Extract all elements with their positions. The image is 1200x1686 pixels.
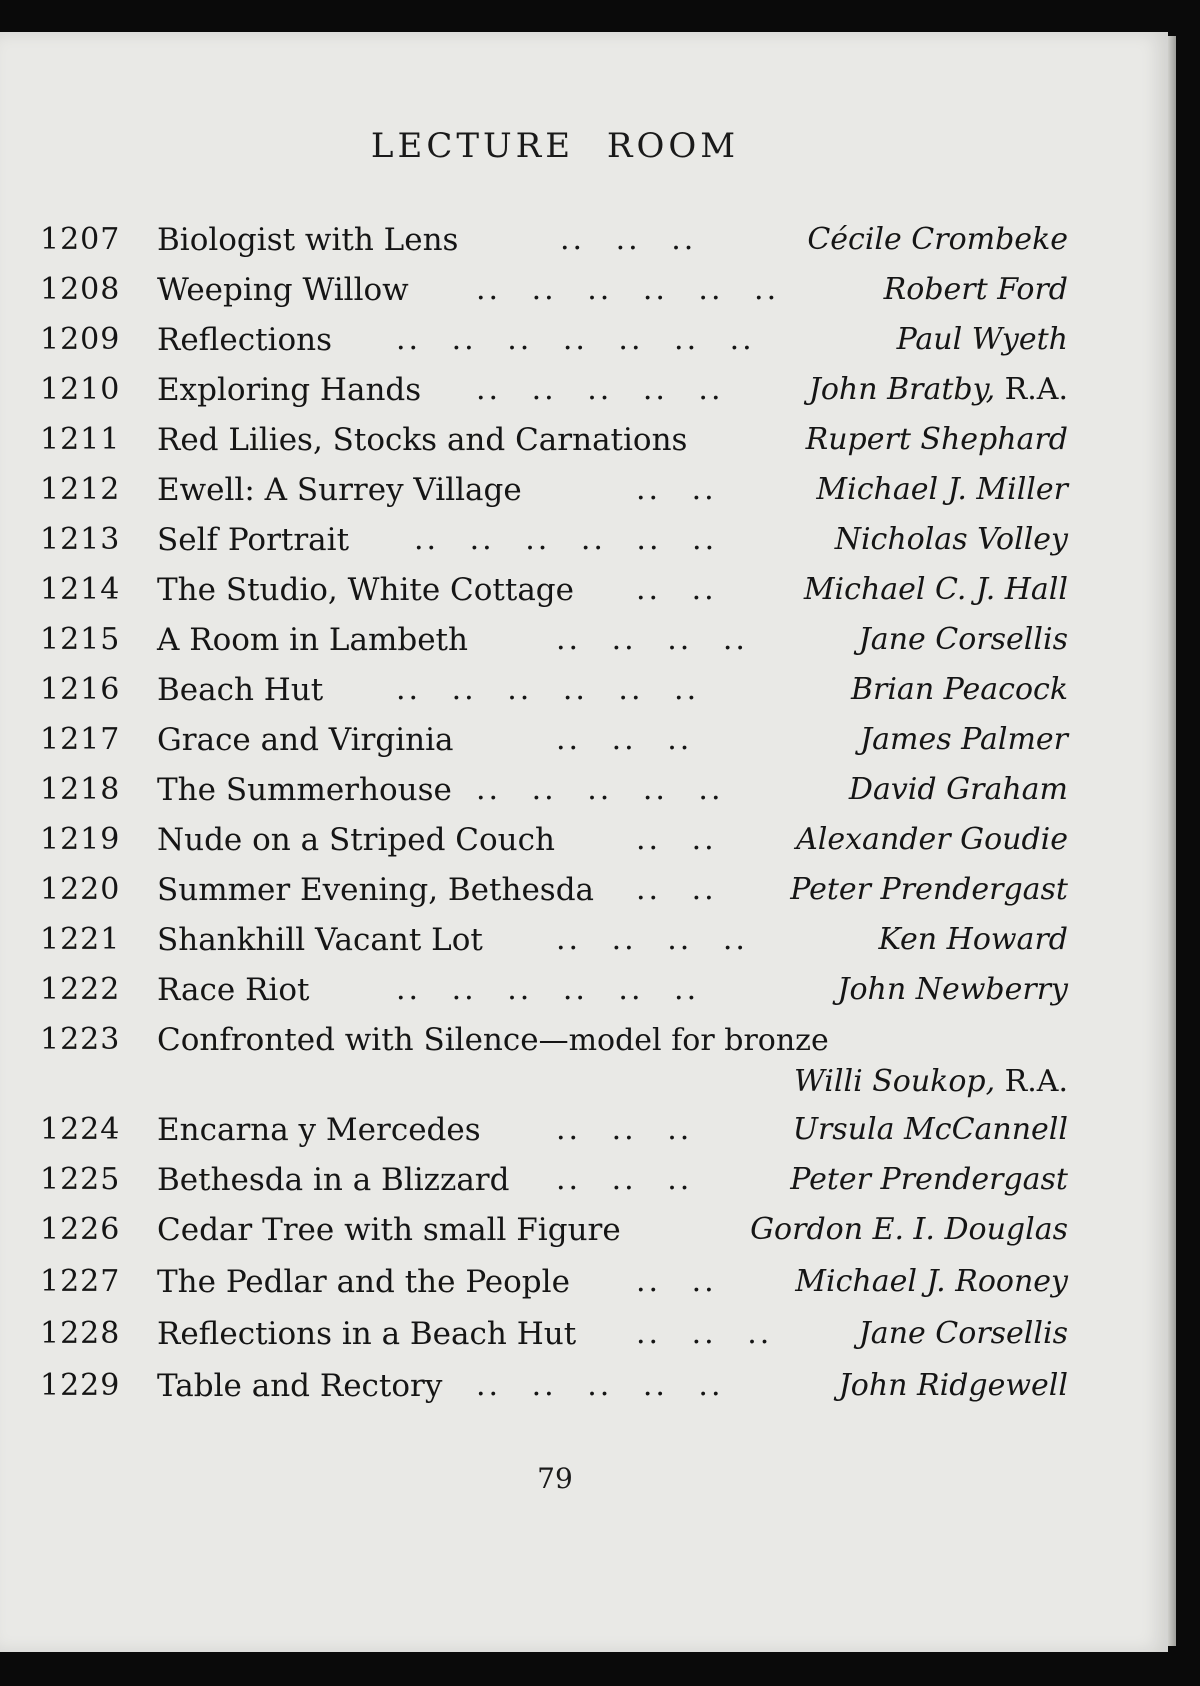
leader-dots: .. ..: [636, 572, 717, 607]
entry-number: 1224: [40, 1112, 121, 1147]
entry-title-text: Shankhill Vacant Lot: [157, 922, 483, 958]
entry-number: 1228: [40, 1316, 121, 1351]
entry-title: [157, 772, 452, 808]
entry-title: [157, 622, 468, 658]
entry-number: 1222: [40, 972, 121, 1007]
entry-artist: [793, 1112, 1068, 1147]
artist-name: Jane Corsellis: [858, 622, 1068, 657]
catalogue-entry: [0, 1112, 1168, 1162]
page-number: 79: [537, 1462, 573, 1495]
artist-name: Ursula McCannell: [792, 1112, 1068, 1147]
entry-title: [157, 422, 687, 458]
entry-number: 1208: [40, 272, 121, 307]
entry-artist: [851, 672, 1068, 707]
entry-artist: [796, 822, 1068, 857]
entry-title-text: Grace and Virginia: [157, 722, 454, 758]
entry-artist: [884, 272, 1068, 307]
leader-dots: .. .. .. .. .. ..: [396, 972, 700, 1007]
artist-suffix: R.A.: [1004, 372, 1068, 407]
entry-title-text: Self Portrait: [157, 522, 350, 558]
entry-title-text: A Room in Lambeth: [157, 622, 468, 658]
entry-artist: [897, 322, 1068, 357]
leader-dots: .. ..: [636, 822, 717, 857]
artist-name: Jane Corsellis: [858, 1316, 1068, 1351]
artist-name: John Newberry: [837, 972, 1068, 1007]
entry-title-text: Weeping Willow: [157, 272, 409, 308]
artist-name: Peter Prendergast: [790, 1162, 1068, 1197]
entry-artist: [807, 222, 1068, 257]
catalogue-entry: [0, 622, 1168, 672]
artist-name: David Graham: [848, 772, 1068, 807]
entry-artist: [795, 1264, 1068, 1299]
page-edge: [1168, 36, 1176, 1646]
leader-dots: .. .. .. ..: [556, 622, 748, 657]
catalogue-entry: [0, 472, 1168, 522]
catalogue-entry: [0, 1162, 1168, 1212]
entry-artist: [816, 472, 1068, 507]
leader-dots: .. .. .. .. ..: [476, 372, 724, 407]
catalogue-entry: [0, 922, 1168, 972]
entry-number: 1217: [40, 722, 121, 757]
entry-title: [157, 222, 458, 258]
entry-title: [157, 1368, 442, 1404]
catalogue-entry: [0, 272, 1168, 322]
entry-number: 1216: [40, 672, 121, 707]
artist-name: Michael J. Miller: [816, 472, 1068, 507]
entry-number: 1223: [40, 1022, 121, 1057]
entry-number: 1220: [40, 872, 121, 907]
entry-title-text: Summer Evening, Bethesda: [157, 872, 595, 908]
catalogue-page: [0, 32, 1168, 1652]
entry-title-text: Encarna y Mercedes: [157, 1112, 481, 1148]
entry-title: [157, 1264, 570, 1300]
entry-note: —model for bronze: [538, 1023, 829, 1058]
entry-artist: [809, 372, 1068, 407]
entry-number: 1221: [40, 922, 121, 957]
entry-title: [157, 672, 323, 708]
entry-artist: [837, 972, 1068, 1007]
entry-artist: [794, 1064, 1068, 1099]
artist-name: Michael C. J. Hall: [803, 572, 1068, 607]
entry-title: [157, 572, 574, 608]
entry-artist: [790, 872, 1068, 907]
entry-title: [157, 972, 309, 1008]
entry-title-text: Table and Rectory: [157, 1368, 443, 1404]
entry-title-text: Exploring Hands: [157, 372, 422, 408]
leader-dots: .. .. .. .. .. ..: [396, 672, 700, 707]
leader-dots: .. .. ..: [560, 222, 697, 257]
catalogue-entry: [0, 372, 1168, 422]
entry-title: [157, 522, 349, 558]
entry-artist: [878, 922, 1068, 957]
artist-name: Alexander Goudie: [796, 822, 1068, 857]
entry-title-text: The Pedlar and the People: [157, 1264, 570, 1300]
catalogue-entry: [0, 872, 1168, 922]
entry-title: [157, 922, 483, 958]
catalogue-entry: [0, 1022, 1168, 1099]
entry-number: 1215: [40, 622, 121, 657]
catalogue-entry: [0, 972, 1168, 1022]
entry-number: 1229: [40, 1368, 121, 1403]
entry-title: [157, 322, 332, 358]
entry-artist: [804, 572, 1068, 607]
entry-number: 1207: [40, 222, 121, 257]
entry-artist: [839, 1368, 1068, 1403]
artist-name: Rupert Shephard: [805, 422, 1068, 457]
artist-name: John Bratby,: [808, 372, 996, 407]
artist-suffix: R.A.: [1004, 1064, 1068, 1099]
leader-dots: .. .. ..: [556, 1112, 693, 1147]
entry-title-text: Beach Hut: [157, 672, 324, 708]
entry-title-text: Race Riot: [157, 972, 310, 1008]
entry-artist: [859, 622, 1068, 657]
artist-name: Robert Ford: [883, 272, 1068, 307]
entry-title-text: Cedar Tree with small Figure: [157, 1212, 621, 1248]
leader-dots: .. .. .. .. .. ..: [414, 522, 718, 557]
entry-number: 1226: [40, 1212, 121, 1247]
entry-number: 1219: [40, 822, 121, 857]
entry-title-text: Bethesda in a Blizzard: [157, 1162, 510, 1198]
entry-artist: [859, 1316, 1068, 1351]
entry-title: [157, 372, 421, 408]
artist-name: Cécile Crombeke: [807, 222, 1068, 257]
artist-name: Paul Wyeth: [896, 322, 1068, 357]
entry-title: [157, 1316, 576, 1352]
entry-title: [157, 272, 409, 308]
entry-number: 1213: [40, 522, 121, 557]
entry-title: [157, 872, 594, 908]
leader-dots: .. .. .. .. .. .. ..: [396, 322, 755, 357]
entry-artist: [806, 422, 1068, 457]
entry-title: [157, 1212, 621, 1248]
catalogue-entry: [0, 1368, 1168, 1418]
catalogue-entry: [0, 772, 1168, 822]
leader-dots: .. .. .. .. .. ..: [476, 272, 780, 307]
artist-name: Willi Soukop,: [793, 1064, 996, 1099]
catalogue-entry: [0, 1212, 1168, 1262]
leader-dots: .. ..: [636, 472, 717, 507]
entry-title-text: Reflections in a Beach Hut: [157, 1316, 577, 1352]
leader-dots: .. .. ..: [636, 1316, 773, 1351]
page-heading: LECTURE ROOM: [370, 126, 740, 166]
artist-name: Brian Peacock: [850, 672, 1068, 707]
artist-name: Ken Howard: [878, 922, 1068, 957]
catalogue-entry: [0, 572, 1168, 622]
artist-name: Gordon E. I. Douglas: [750, 1212, 1068, 1247]
leader-dots: .. .. .. ..: [556, 922, 748, 957]
catalogue-entry: [0, 422, 1168, 472]
entry-number: 1210: [40, 372, 121, 407]
entry-title: [157, 722, 453, 758]
entry-number: 1212: [40, 472, 121, 507]
artist-name: James Palmer: [860, 722, 1068, 757]
artist-name: Michael J. Rooney: [795, 1264, 1068, 1299]
entry-number: 1218: [40, 772, 121, 807]
catalogue-entry: [0, 1316, 1168, 1366]
entry-artist: [835, 522, 1068, 557]
leader-dots: .. ..: [636, 872, 717, 907]
catalogue-entry: [0, 322, 1168, 372]
catalogue-entry: [0, 222, 1168, 272]
entry-number: 1214: [40, 572, 121, 607]
entry-title: [157, 1112, 481, 1148]
entry-title-text: Reflections: [157, 322, 332, 358]
entry-title: [157, 1162, 509, 1198]
leader-dots: .. .. ..: [556, 722, 693, 757]
leader-dots: .. .. .. .. ..: [476, 772, 724, 807]
entry-title-text: Red Lilies, Stocks and Carnations: [157, 422, 688, 458]
entry-artist: [790, 1162, 1068, 1197]
leader-dots: .. .. ..: [556, 1162, 693, 1197]
leader-dots: .. ..: [636, 1264, 717, 1299]
catalogue-entry: [0, 522, 1168, 572]
catalogue-entry: [0, 1264, 1168, 1314]
catalogue-entry: [0, 722, 1168, 772]
artist-name: John Ridgewell: [838, 1368, 1068, 1403]
entry-artist: [860, 722, 1068, 757]
catalogue-entry: [0, 672, 1168, 722]
entry-artist: [750, 1212, 1068, 1247]
entry-title: [157, 472, 522, 508]
entry-title: [157, 822, 555, 858]
entry-title-text: Biologist with Lens: [157, 222, 459, 258]
artist-name: Peter Prendergast: [790, 872, 1068, 907]
entry-number: 1209: [40, 322, 121, 357]
entry-title: [157, 1022, 829, 1058]
entry-title-text: The Summerhouse: [157, 772, 452, 808]
entry-number: 1225: [40, 1162, 121, 1197]
entry-title-text: The Studio, White Cottage: [157, 572, 575, 608]
entry-title-text: Confronted with Silence: [157, 1022, 539, 1058]
entry-number: 1227: [40, 1264, 121, 1299]
entry-title-text: Ewell: A Surrey Village: [157, 472, 522, 508]
artist-name: Nicholas Volley: [834, 522, 1068, 557]
entry-number: 1211: [40, 422, 121, 457]
entry-title-text: Nude on a Striped Couch: [157, 822, 555, 858]
catalogue-entry: [0, 822, 1168, 872]
entry-artist: [849, 772, 1068, 807]
leader-dots: .. .. .. .. ..: [476, 1368, 724, 1403]
